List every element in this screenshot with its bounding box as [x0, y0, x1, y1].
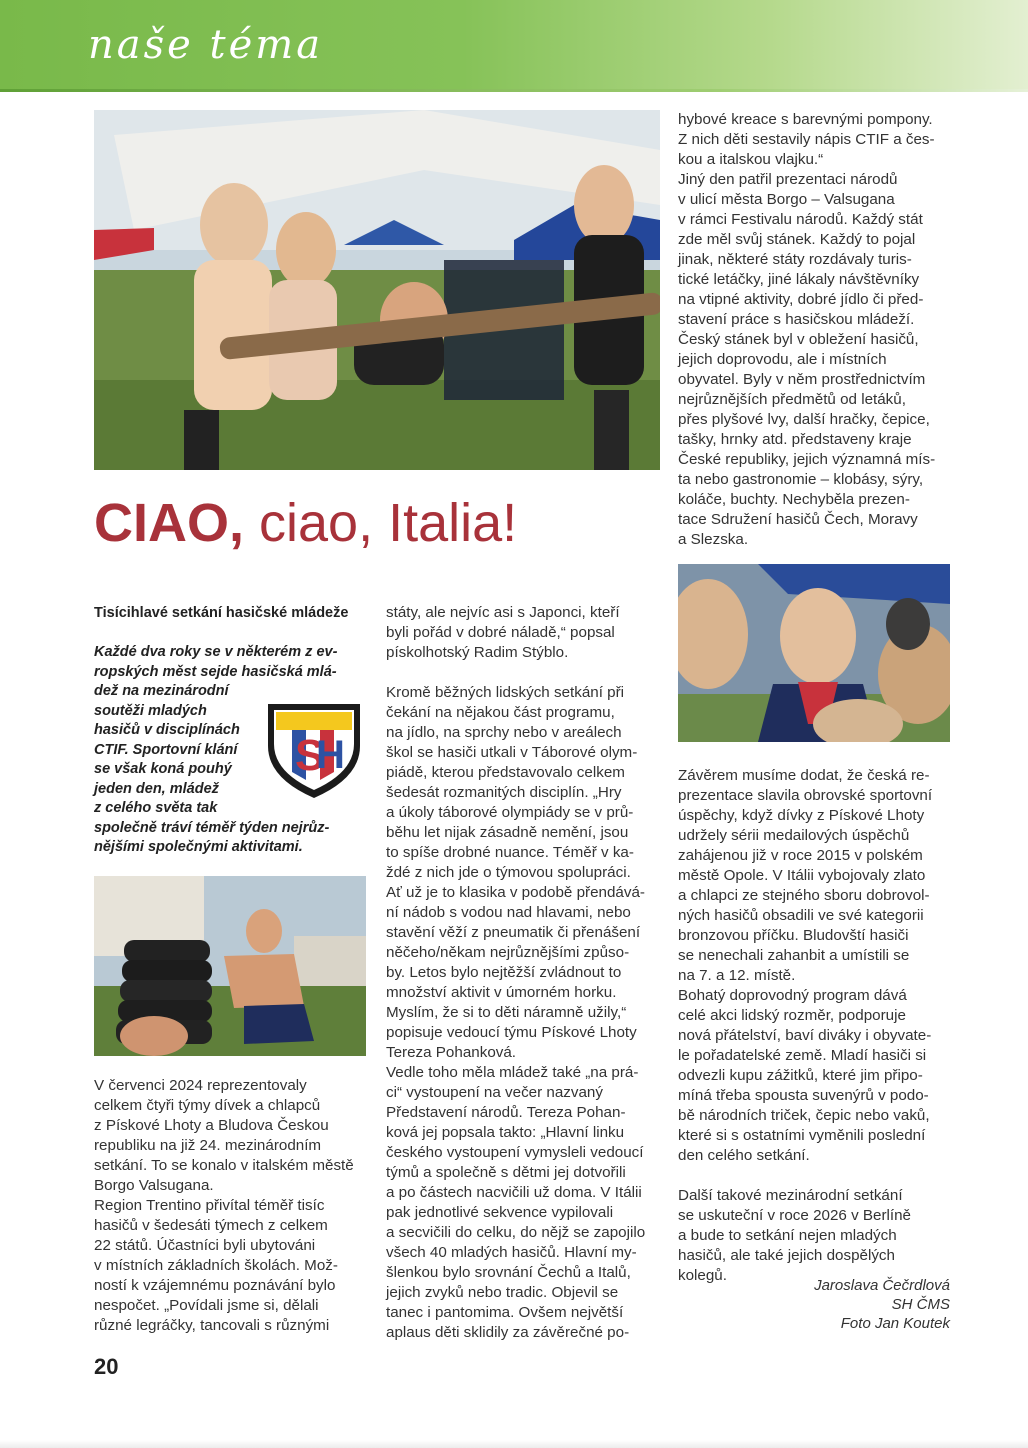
text-line: nejrůznějších předmětů od letáků, [678, 391, 906, 408]
text-line: které si s ostatními vyměnili poslední [678, 1127, 926, 1144]
text-line: ta nebo gastronomie – klobásy, sýry, [678, 471, 924, 488]
text-line: soutěži mladých [94, 702, 207, 719]
text-line: hasičů v disciplínách [94, 722, 240, 738]
text-line: nespočet. „Povídali jsme si, dělali [94, 1297, 319, 1314]
text-line: hybové kreace s barevnými pompony. [678, 111, 933, 128]
text-line: ropských měst sejde hasičská mlá- [94, 663, 337, 680]
text-line: týmů a společně s dětmi jej dotvořili [386, 1164, 626, 1181]
text-line: městě Opole. V Itálii vybojovaly zlato [678, 867, 926, 884]
column-right-top-lines [678, 110, 958, 550]
text-line: jejich doprovodu, ale i místních [678, 351, 887, 368]
tire-photo [94, 876, 366, 1056]
text-line: tašky, hrnky atd. představeny kraje [678, 431, 912, 448]
text-line: den celého setkání. [678, 1147, 810, 1164]
text-line: se však koná pouhý [94, 761, 232, 777]
text-line: pak jednotlivé sekvence vypilovali [386, 1204, 614, 1221]
text-line: stavení práce s hasičskou mládeží. [678, 311, 915, 328]
text-line: nová přátelství, baví diváky i obyvate- [678, 1027, 932, 1044]
text-line: České republiky, jejich významná mís- [678, 451, 936, 468]
text-line: a po částech nacvičili už doma. V Itálii [386, 1184, 642, 1201]
text-line: v rámci Festivalu národů. Každý stát [678, 211, 923, 228]
signature-photo-credit: Foto Jan Koutek [840, 1315, 950, 1332]
text-line: a chlapci ze stejného sboru dobrovol- [678, 887, 930, 904]
cheer-photo [678, 564, 950, 742]
column-middle [386, 603, 661, 1343]
text-line: různé legráčky, tancovali s různými [94, 1317, 330, 1334]
text-line: Závěrem musíme dodat, že česká re- [678, 767, 930, 784]
text-line: škol se hasiči utkali v Táborové olym- [386, 744, 638, 761]
text-line: pískolhotský Radim Stýblo. [386, 644, 569, 661]
text-line: Tereza Pohanková. [386, 1044, 517, 1061]
text-line: Český stánek byl v obležení hasičů, [678, 331, 919, 348]
column-right-bottom [678, 766, 958, 1286]
text-line: něčeho/někam nejrůznějšími způso- [386, 944, 630, 961]
text-line: bě národních triček, čepic nebo vaků, [678, 1107, 930, 1124]
text-line: šedesát rozmanitých disciplín. „Hry [386, 784, 622, 801]
text-line: CTIF. Sportovní klání [94, 741, 238, 758]
text-line: množství aktivit v úmorném horku. [386, 984, 617, 1001]
lead-title: Tisícihlavé setkání hasičské mládeže [94, 605, 349, 621]
text-line: společně tráví téměř týden nejrůz- [94, 819, 330, 836]
text-line: Představení národů. Tereza Pohan- [386, 1104, 626, 1121]
text-line: celkem čtyři týmy dívek a chlapců [94, 1097, 321, 1114]
column-right-bottom-p1 [678, 766, 958, 1166]
text-line: dež na mezinárodní [94, 683, 229, 699]
text-line: kou a italskou vlajku.“ [678, 151, 824, 168]
text-line: Každé dva roky se v některém z ev- [94, 644, 338, 660]
text-line: čekání na nějakou část programu, [386, 704, 615, 721]
text-line: ní nádob s vodou nad hlavami, nebo [386, 904, 631, 921]
column-left [94, 1076, 369, 1336]
text-line: Z nich děti sestavily nápis CTIF a čes- [678, 131, 935, 148]
text-line: ných hasičů obsadili ve své kategorii [678, 907, 924, 924]
text-line: aplaus děti sklidily za závěrečné po- [386, 1324, 630, 1341]
text-line: bronzovou příčku. Bludovští hasiči [678, 927, 909, 944]
text-line: se nenechali zahanbit a umístili se [678, 947, 910, 964]
page-number: 20 [94, 1354, 119, 1379]
text-line: Ať už je to klasika v podobě přendává- [386, 884, 645, 901]
text-line: Kromě běžných lidských setkání při [386, 684, 625, 701]
column-middle-p1 [386, 603, 661, 663]
text-line: jinak, některé státy rozdávaly turis- [678, 251, 912, 268]
main-photo [94, 110, 660, 470]
text-line: Další takové mezinárodní setkání [678, 1187, 903, 1204]
text-line: z Pískové Lhoty a Bludova Českou [94, 1117, 329, 1134]
text-line: a secvičili do celku, do nějž se zapojilo [386, 1224, 646, 1241]
text-line: prezentace slavila obrovské sportovní [678, 787, 933, 804]
text-line: Bohatý doprovodný program dává [678, 987, 907, 1004]
text-line: piádě, kterou představovalo celkem [386, 764, 625, 781]
header-band [0, 0, 1028, 92]
sh-logo [262, 696, 366, 802]
text-line: obyvatel. Byly v něm prostřednictvím [678, 371, 926, 388]
text-line: a Slezska. [678, 531, 749, 548]
text-line: udržely sérii medailových úspěchů [678, 827, 910, 844]
bottom-shade [0, 1440, 1028, 1448]
text-line: hasičů v šedesáti týmech z celkem [94, 1217, 328, 1234]
text-line: na jídlo, na sprchy nebo v areálech [386, 724, 622, 741]
text-line: tické letáčky, jiné lákaly návštěvníky [678, 271, 920, 288]
text-line: zahájenou již v roce 2015 v polském [678, 847, 923, 864]
section-title: naše téma [88, 22, 324, 68]
text-line: 22 států. Účastníci byli ubytováni [94, 1237, 316, 1254]
text-line: odvezli kupu zážitků, které jim připo- [678, 1067, 923, 1084]
text-line: ková jej popsala takto: „Hlavní linku [386, 1124, 625, 1141]
column-right-top [678, 110, 958, 550]
text-line: hasičů, ale také jejich dospělých [678, 1247, 895, 1264]
text-line: z celého světa tak [94, 800, 218, 816]
text-line: šlenkou bylo srovnání Čechů a Italů, [386, 1264, 631, 1281]
text-line: a bude to setkání nejen mladých [678, 1227, 897, 1244]
text-line: zde měl svůj stánek. Každý to pojal [678, 231, 916, 248]
text-line: stavění věží z pneumatik či přenášení [386, 924, 641, 941]
signature-author: Jaroslava Čečrdlová [814, 1277, 950, 1294]
text-line: V červenci 2024 reprezentovaly [94, 1077, 307, 1094]
signature-org: SH ČMS [891, 1296, 950, 1313]
signature [814, 1276, 950, 1333]
text-line: kolegů. [678, 1267, 727, 1284]
headline [94, 492, 654, 554]
text-line: ci“ vystoupení na večer nazvaný [386, 1084, 603, 1101]
text-line: jejich zvyků nebo tradic. Objevil se [386, 1284, 619, 1301]
text-line: Region Trentino přivítal téměř tisíc [94, 1197, 325, 1214]
text-line: jeden den, mládež [94, 780, 219, 797]
text-line: přes plyšové lvy, další hračky, čepice, [678, 411, 930, 428]
text-line: míná třeba spousta suvenýrů v podo- [678, 1087, 929, 1104]
text-line: setkání. To se konalo v italském městě [94, 1157, 354, 1174]
text-line: úspěchy, když dívky z Pískové Lhoty [678, 807, 925, 824]
column-middle-p2 [386, 683, 661, 1343]
text-line: českého vystoupení vymysleli vedoucí [386, 1144, 644, 1161]
text-line: celé akci lidský rozměr, podporuje [678, 1007, 906, 1024]
text-line: na 7. a 12. místě. [678, 967, 796, 984]
text-line: Borgo Valsugana. [94, 1177, 214, 1194]
text-line: le pořadatelské země. Mladí hasiči si [678, 1047, 927, 1064]
text-line: by. Letos bylo nejtěžší zvládnout to [386, 964, 622, 981]
text-line: běhu let nijak zásadně nemění, jsou [386, 824, 629, 841]
text-line: byli pořád v dobré náladě,“ popsal [386, 624, 615, 641]
column-right-bottom-p2 [678, 1186, 958, 1286]
text-line: všech 40 mladých hasičů. Hlavní my- [386, 1244, 637, 1261]
text-line: Myslím, že si to děti náramně užily,“ [386, 1004, 627, 1021]
text-line: ností k vzájemnému poznávání bylo [94, 1277, 336, 1294]
text-line: tace Sdružení hasičů Čech, Moravy [678, 511, 918, 528]
text-line: koláče, buchty. Nechyběla prezen- [678, 491, 910, 508]
headline-strong: CIAO, [94, 493, 245, 553]
text-line: to spíše drobné nuance. Téměř v ka- [386, 844, 634, 861]
text-line: Jiný den patřil prezentaci národů [678, 171, 898, 188]
text-line: tanec i pantomima. Ovšem největší [386, 1304, 624, 1321]
logo-letter-s: S [295, 731, 325, 780]
text-line: státy, ale nejvíc asi s Japonci, kteří [386, 604, 620, 621]
logo-letter-h: H [316, 733, 345, 777]
text-line: ždé z nich jde o týmovou spolupráci. [386, 864, 631, 881]
text-line: v místních základních školách. Mož- [94, 1257, 338, 1274]
header-rule [0, 89, 1028, 92]
text-line: Vedle toho měla mládež také „na prá- [386, 1064, 639, 1081]
text-line: republiku na již 24. mezinárodním [94, 1137, 322, 1154]
headline-rest: ciao, Italia! [244, 493, 518, 553]
text-line: se uskuteční v roce 2026 v Berlíně [678, 1207, 912, 1224]
text-line: a úkoly táborové olympiády se v prů- [386, 804, 634, 821]
text-line: na vtipné aktivity, dobré jídlo či před- [678, 291, 924, 308]
text-line: popisuje vedoucí týmu Pískové Lhoty [386, 1024, 637, 1041]
text-line: v ulicí města Borgo – Valsugana [678, 191, 895, 208]
text-line: nějšími společnými aktivitami. [94, 839, 303, 855]
